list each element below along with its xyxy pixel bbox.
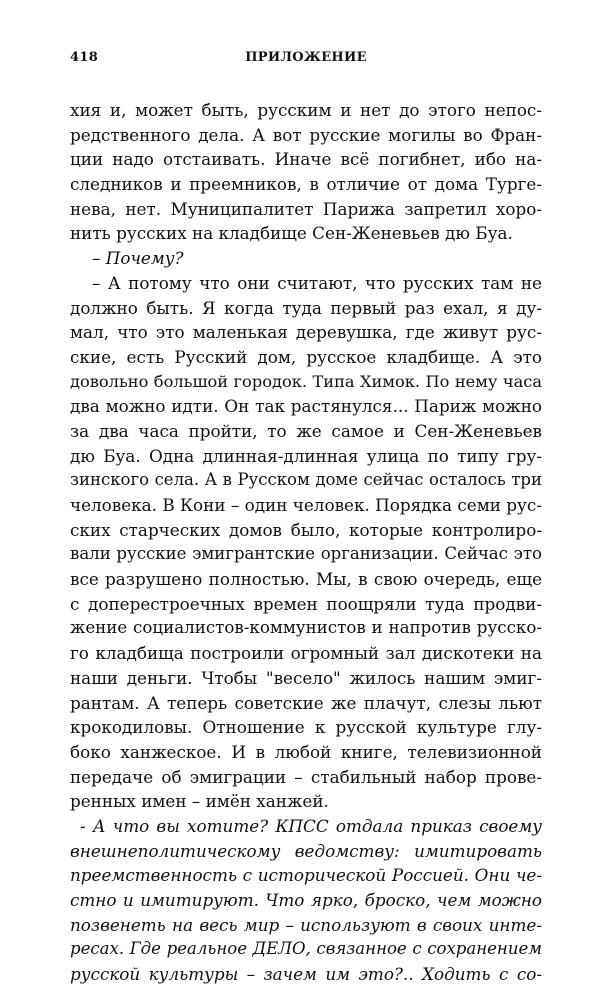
- text-line: ские, есть Русский дом, русское кладбище. А это: [70, 346, 542, 367]
- text-line: должно быть. Я когда туда первый раз ехал, я ду-: [70, 297, 542, 318]
- text-line: с доперестроечных времен поощряли туда продви-: [70, 593, 542, 614]
- running-head: [70, 50, 542, 70]
- text-line: все разрушено полностью. Мы, в свою очередь, еще: [70, 569, 542, 590]
- text-line: два можно идти. Он так растянулся... Париж можно: [70, 396, 542, 417]
- text-line: ренных имен – имён ханжей.: [70, 791, 329, 812]
- page-number: 418: [70, 50, 99, 65]
- text-line: вали русские эмигрантские организации. Сейчас это: [70, 544, 542, 564]
- text-line: жение социалистов-коммунистов и напротив русско-: [70, 618, 542, 638]
- text-line: за два часа пройти, то же самое и Сен-Женевьев: [70, 420, 542, 441]
- question-line: стно и имитируют. Что ярко, броско, чем можно: [70, 890, 542, 910]
- question-line: позвенеть на весь мир – используют в своих инте-: [70, 914, 542, 935]
- text-line: довольно большой городок. Типа Химок. По нему часа: [70, 371, 542, 391]
- text-line: передаче об эмиграции – стабильный набор прове-: [70, 766, 542, 787]
- text-line: крокодиловы. Отношение к русской культуре глу-: [70, 717, 542, 738]
- text-line: ции надо отстаивать. Иначе всё погибнет, ибо на-: [70, 149, 542, 170]
- question-line: ресах. Где реальное ДЕЛО, связанное с сохранением: [70, 939, 542, 959]
- question-line: русской культуры – зачем им это?.. Ходить с со-: [70, 964, 542, 985]
- text-line: хия и, может быть, русским и нет до этого непос-: [70, 100, 542, 120]
- text-line: следников и преемников, в отличие от дома Турге-: [70, 174, 542, 195]
- text-line: мал, что это маленькая деревушка, где живут рус-: [70, 322, 542, 343]
- text-line: наши деньги. Чтобы "весело" жилось нашим эмиг-: [70, 667, 542, 688]
- body-text: [70, 98, 542, 987]
- text-line: зинского села. А в Русском доме сейчас осталось три: [70, 470, 542, 490]
- text-line: редственного дела. А вот русские могилы во Фран-: [70, 124, 542, 145]
- section-title: ПРИЛОЖЕНИЕ: [245, 50, 367, 65]
- text-line: рантам. А теперь советские же плачут, слезы льют: [70, 692, 542, 713]
- question-line: преемственность с исторической Россией. Они че-: [70, 865, 542, 886]
- text-line: нить русских на кладбище Сен-Женевьев дю Буа.: [70, 223, 513, 244]
- text-line: человека. В Кони – один человек. Порядка семи рус-: [70, 495, 542, 515]
- text-line: нева, нет. Муниципалитет Парижа запретил хоро-: [70, 198, 542, 219]
- question-line: - А что вы хотите? КПСС отдала приказ своему: [80, 815, 542, 836]
- text-line: ских старческих домов было, которые контролиро-: [70, 519, 542, 540]
- question-line: внешнеполитическому ведомству: имитировать: [70, 840, 542, 861]
- text-line: боко ханжеское. И в любой книге, телевизионной: [70, 741, 542, 762]
- question-line: – Почему?: [92, 248, 184, 269]
- text-line: дю Буа. Одна длинная-длинная улица по типу гру-: [70, 445, 542, 466]
- text-line: – А потому что они считают, что русских там не: [92, 272, 542, 293]
- text-line: го кладбища построили огромный зал дискотеки на: [70, 643, 542, 664]
